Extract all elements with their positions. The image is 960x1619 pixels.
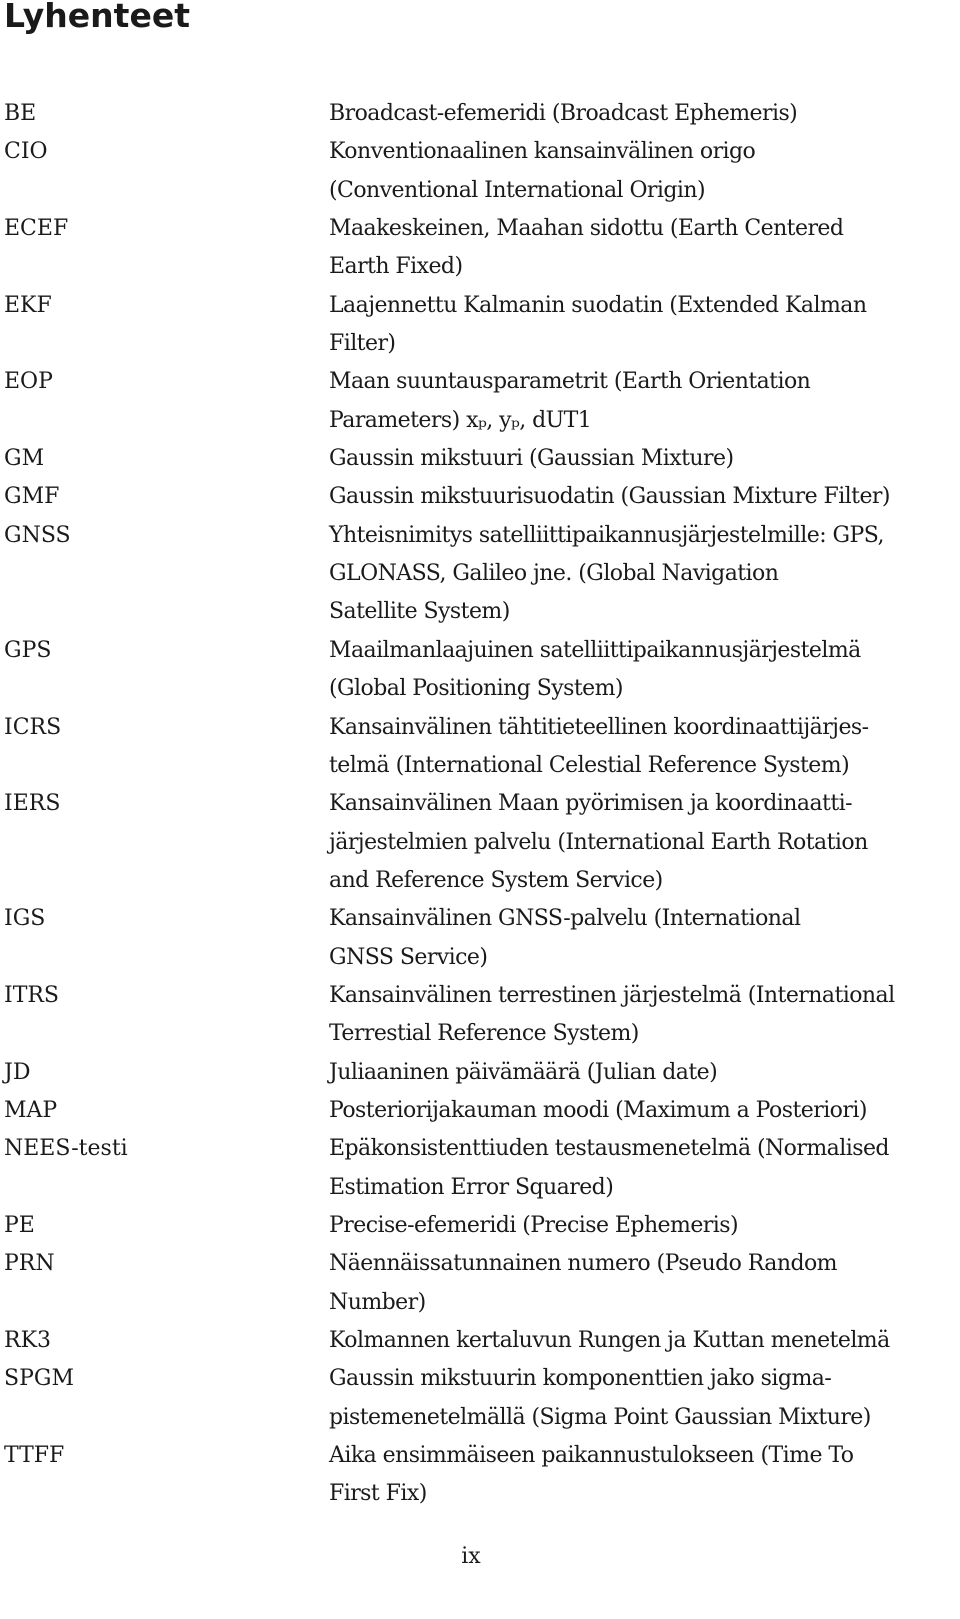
abbreviation-row — [4, 517, 954, 632]
definition-line: GLONASS, Galileo jne. (Global Navigation — [329, 561, 779, 587]
abbreviation-definition — [329, 1207, 951, 1245]
abbreviation-row — [4, 1130, 954, 1207]
abbreviation-term: ITRS — [4, 982, 59, 1008]
definition-line: järjestelmien palvelu (International Earth Rotation — [329, 829, 868, 855]
abbreviation-term: GM — [4, 446, 45, 472]
definition-line: Kansainvälinen tähtitieteellinen koordinaattijärjes- — [329, 714, 869, 740]
definition-line: Posteriorijakauman moodi (Maximum a Posteriori) — [329, 1097, 867, 1123]
definition-line: Gaussin mikstuurin komponenttien jako sigma- — [329, 1366, 832, 1392]
definition-line: pistemenetelmällä (Sigma Point Gaussian Mixture) — [329, 1404, 871, 1430]
abbreviation-definition — [329, 1437, 951, 1514]
abbreviation-definition — [329, 210, 951, 287]
abbreviation-definition — [329, 785, 951, 900]
definition-line: Filter) — [329, 331, 396, 357]
abbreviation-list — [4, 95, 954, 1514]
abbreviation-row — [4, 1092, 954, 1130]
abbreviation-definition — [329, 1322, 951, 1360]
abbreviation-definition — [329, 478, 951, 516]
definition-line: Kansainvälinen terrestinen järjestelmä (International — [329, 982, 895, 1008]
abbreviation-term: JD — [4, 1059, 31, 1085]
definition-line: (Global Positioning System) — [329, 676, 623, 702]
definition-line: Näennäissatunnainen numero (Pseudo Random — [329, 1251, 837, 1277]
abbreviation-term: IGS — [4, 906, 46, 932]
definition-line: Maakeskeinen, Maahan sidottu (Earth Centered — [329, 216, 844, 242]
definition-line: Precise-efemeridi (Precise Ephemeris) — [329, 1212, 739, 1238]
page-title: Lyhenteet — [4, 0, 190, 35]
definition-line: Terrestial Reference System) — [329, 1021, 639, 1047]
abbreviation-row — [4, 287, 954, 364]
abbreviation-row — [4, 133, 954, 210]
definition-line: Number) — [329, 1289, 426, 1315]
definition-line: Kansainvälinen Maan pyörimisen ja koordinaatti- — [329, 791, 852, 817]
definition-line: and Reference System Service) — [329, 867, 663, 893]
page-number: ix — [461, 1544, 481, 1569]
definition-line: telmä (International Celestial Reference System) — [329, 752, 850, 778]
abbreviation-row — [4, 363, 954, 440]
abbreviation-definition — [329, 1360, 951, 1437]
definition-line: Aika ensimmäiseen paikannustulokseen (Time To — [329, 1443, 854, 1469]
abbreviation-term: IERS — [4, 791, 61, 817]
abbreviation-definition — [329, 1245, 951, 1322]
abbreviation-term: ICRS — [4, 714, 62, 740]
definition-line: Gaussin mikstuurisuodatin (Gaussian Mixture Filter) — [329, 484, 890, 510]
definition-line: Parameters) xₚ, yₚ, dUT1 — [329, 407, 592, 433]
abbreviation-term: RK3 — [4, 1328, 51, 1353]
definition-line: Maan suuntausparametrit (Earth Orientation — [329, 369, 811, 395]
abbreviation-row — [4, 1437, 954, 1514]
abbreviation-term: GNSS — [4, 522, 71, 548]
abbreviation-row — [4, 1207, 954, 1245]
abbreviation-row — [4, 632, 954, 709]
definition-line: First Fix) — [329, 1481, 427, 1507]
abbreviation-row — [4, 785, 954, 900]
definition-line: Kansainvälinen GNSS-palvelu (International — [329, 906, 801, 932]
abbreviation-term: PE — [4, 1212, 35, 1238]
abbreviation-definition — [329, 977, 951, 1054]
abbreviation-definition — [329, 1054, 951, 1092]
abbreviation-term: PRN — [4, 1251, 55, 1277]
abbreviation-row — [4, 1360, 954, 1437]
definition-line: Broadcast-efemeridi (Broadcast Ephemeris) — [329, 101, 798, 126]
abbreviation-definition — [329, 287, 951, 364]
abbreviation-definition — [329, 95, 951, 133]
abbreviation-definition — [329, 900, 951, 977]
abbreviation-row — [4, 900, 954, 977]
abbreviation-term: NEES-testi — [4, 1136, 128, 1162]
definition-line: Gaussin mikstuuri (Gaussian Mixture) — [329, 446, 734, 472]
abbreviation-definition — [329, 363, 951, 440]
abbreviation-term: GPS — [4, 637, 52, 663]
definition-line: Estimation Error Squared) — [329, 1174, 614, 1200]
abbreviation-term: MAP — [4, 1097, 58, 1123]
abbreviation-term: SPGM — [4, 1366, 74, 1392]
abbreviation-row — [4, 1245, 954, 1322]
abbreviation-row — [4, 95, 954, 133]
abbreviation-row — [4, 709, 954, 786]
abbreviation-row — [4, 478, 954, 516]
abbreviation-row — [4, 440, 954, 478]
abbreviation-definition — [329, 632, 951, 709]
abbreviation-term: ECEF — [4, 216, 69, 242]
abbreviation-row — [4, 210, 954, 287]
abbreviation-term: TTFF — [4, 1443, 65, 1469]
definition-line: Epäkonsistenttiuden testausmenetelmä (Normalised — [329, 1136, 889, 1162]
definition-line: GNSS Service) — [329, 944, 488, 970]
abbreviation-term: BE — [4, 101, 37, 126]
definition-line: Maailmanlaajuinen satelliittipaikannusjärjestelmä — [329, 637, 861, 663]
abbreviation-definition — [329, 709, 951, 786]
abbreviation-row — [4, 977, 954, 1054]
definition-line: Satellite System) — [329, 599, 510, 625]
abbreviation-term: EOP — [4, 369, 53, 395]
abbreviation-term: GMF — [4, 484, 60, 510]
definition-line: (Conventional International Origin) — [329, 177, 706, 203]
abbreviation-term: EKF — [4, 292, 52, 318]
abbreviation-row — [4, 1054, 954, 1092]
abbreviation-definition — [329, 1130, 951, 1207]
abbreviation-definition — [329, 1092, 951, 1130]
abbreviation-definition — [329, 517, 951, 632]
definition-line: Konventionaalinen kansainvälinen origo — [329, 139, 756, 165]
definition-line: Laajennettu Kalmanin suodatin (Extended Kalman — [329, 292, 867, 318]
definition-line: Yhteisnimitys satelliittipaikannusjärjestelmille: GPS, — [329, 522, 884, 548]
abbreviation-row — [4, 1322, 954, 1360]
definition-line: Juliaaninen päivämäärä (Julian date) — [329, 1059, 718, 1085]
abbreviation-definition — [329, 440, 951, 478]
definition-line: Kolmannen kertaluvun Rungen ja Kuttan menetelmä — [329, 1328, 890, 1353]
abbreviation-definition — [329, 133, 951, 210]
abbreviation-term: CIO — [4, 139, 48, 165]
definition-line: Earth Fixed) — [329, 254, 463, 280]
